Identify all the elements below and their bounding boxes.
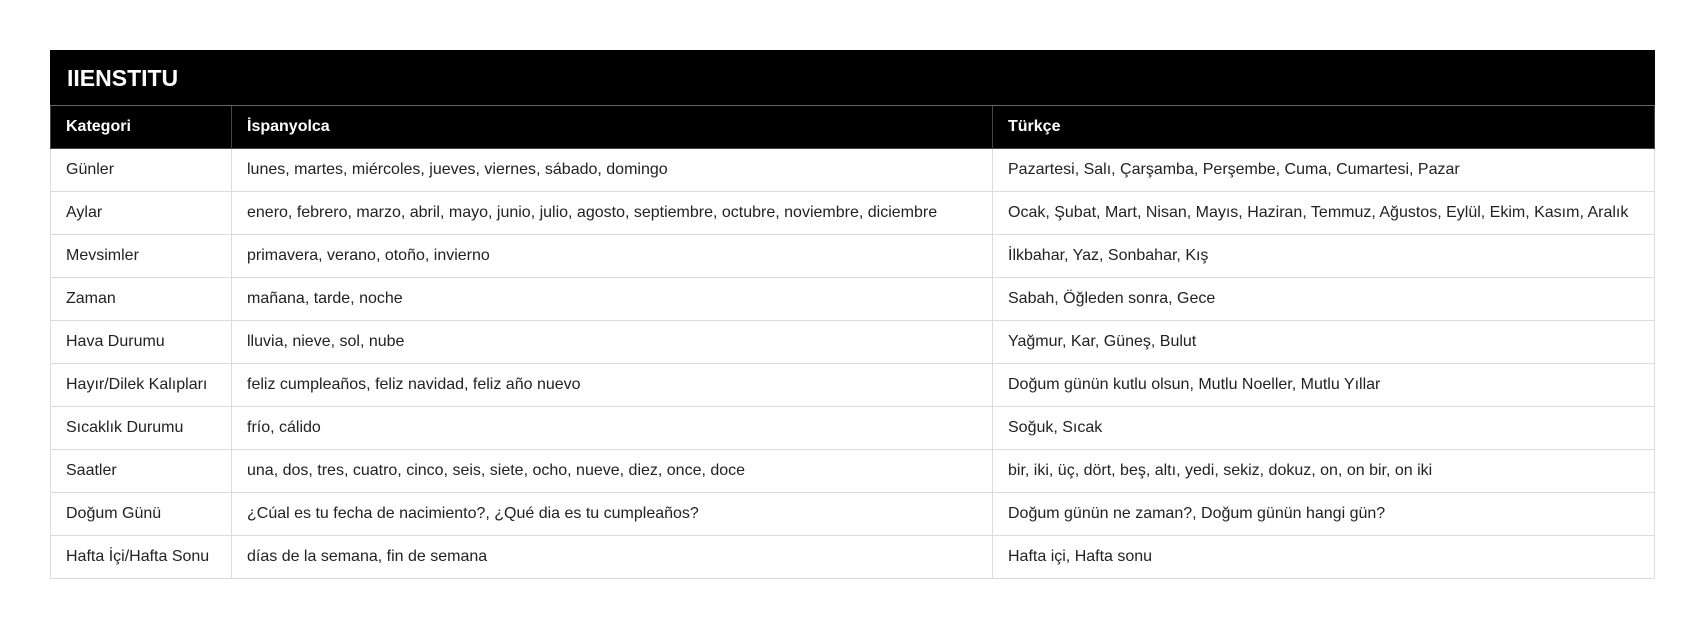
column-header-turkish: Türkçe: [993, 106, 1655, 149]
cell-spanish: ¿Cúal es tu fecha de nacimiento?, ¿Qué dia es tu cumpleaños?: [232, 493, 993, 536]
table-row: [51, 493, 1655, 536]
cell-spanish: primavera, verano, otoño, invierno: [232, 235, 993, 278]
cell-turkish: Sabah, Öğleden sonra, Gece: [993, 278, 1655, 321]
cell-spanish: días de la semana, fin de semana: [232, 536, 993, 579]
cell-turkish: Yağmur, Kar, Güneş, Bulut: [993, 321, 1655, 364]
cell-category: Aylar: [51, 192, 232, 235]
cell-turkish: Hafta içi, Hafta sonu: [993, 536, 1655, 579]
table-title: IIENSTITU: [51, 51, 1655, 106]
table-row: [51, 364, 1655, 407]
table-row: [51, 278, 1655, 321]
cell-turkish: Soğuk, Sıcak: [993, 407, 1655, 450]
cell-spanish: lluvia, nieve, sol, nube: [232, 321, 993, 364]
cell-turkish: Pazartesi, Salı, Çarşamba, Perşembe, Cuma, Cumartesi, Pazar: [993, 149, 1655, 192]
cell-category: Saatler: [51, 450, 232, 493]
cell-category: Günler: [51, 149, 232, 192]
cell-spanish: frío, cálido: [232, 407, 993, 450]
cell-category: Doğum Günü: [51, 493, 232, 536]
cell-turkish: bir, iki, üç, dört, beş, altı, yedi, sekiz, dokuz, on, on bir, on iki: [993, 450, 1655, 493]
table-row: [51, 192, 1655, 235]
vocabulary-table: [50, 50, 1655, 579]
cell-spanish: lunes, martes, miércoles, jueves, viernes, sábado, domingo: [232, 149, 993, 192]
cell-turkish: Doğum günün kutlu olsun, Mutlu Noeller, Mutlu Yıllar: [993, 364, 1655, 407]
table-row: [51, 450, 1655, 493]
table-row: [51, 407, 1655, 450]
vocabulary-table-container: [50, 50, 1654, 579]
cell-turkish: Doğum günün ne zaman?, Doğum günün hangi gün?: [993, 493, 1655, 536]
column-header-spanish: İspanyolca: [232, 106, 993, 149]
column-header-category: Kategori: [51, 106, 232, 149]
cell-category: Sıcaklık Durumu: [51, 407, 232, 450]
table-body: [51, 149, 1655, 579]
cell-spanish: mañana, tarde, noche: [232, 278, 993, 321]
header-row: [51, 106, 1655, 149]
table-row: [51, 536, 1655, 579]
table-row: [51, 321, 1655, 364]
cell-turkish: İlkbahar, Yaz, Sonbahar, Kış: [993, 235, 1655, 278]
cell-category: Hava Durumu: [51, 321, 232, 364]
cell-category: Zaman: [51, 278, 232, 321]
cell-category: Hayır/Dilek Kalıpları: [51, 364, 232, 407]
table-row: [51, 149, 1655, 192]
cell-spanish: una, dos, tres, cuatro, cinco, seis, siete, ocho, nueve, diez, once, doce: [232, 450, 993, 493]
table-row: [51, 235, 1655, 278]
cell-spanish: enero, febrero, marzo, abril, mayo, junio, julio, agosto, septiembre, octubre, noviembre, diciembre: [232, 192, 993, 235]
cell-category: Mevsimler: [51, 235, 232, 278]
cell-turkish: Ocak, Şubat, Mart, Nisan, Mayıs, Haziran, Temmuz, Ağustos, Eylül, Ekim, Kasım, Aralık: [993, 192, 1655, 235]
cell-spanish: feliz cumpleaños, feliz navidad, feliz año nuevo: [232, 364, 993, 407]
cell-category: Hafta İçi/Hafta Sonu: [51, 536, 232, 579]
